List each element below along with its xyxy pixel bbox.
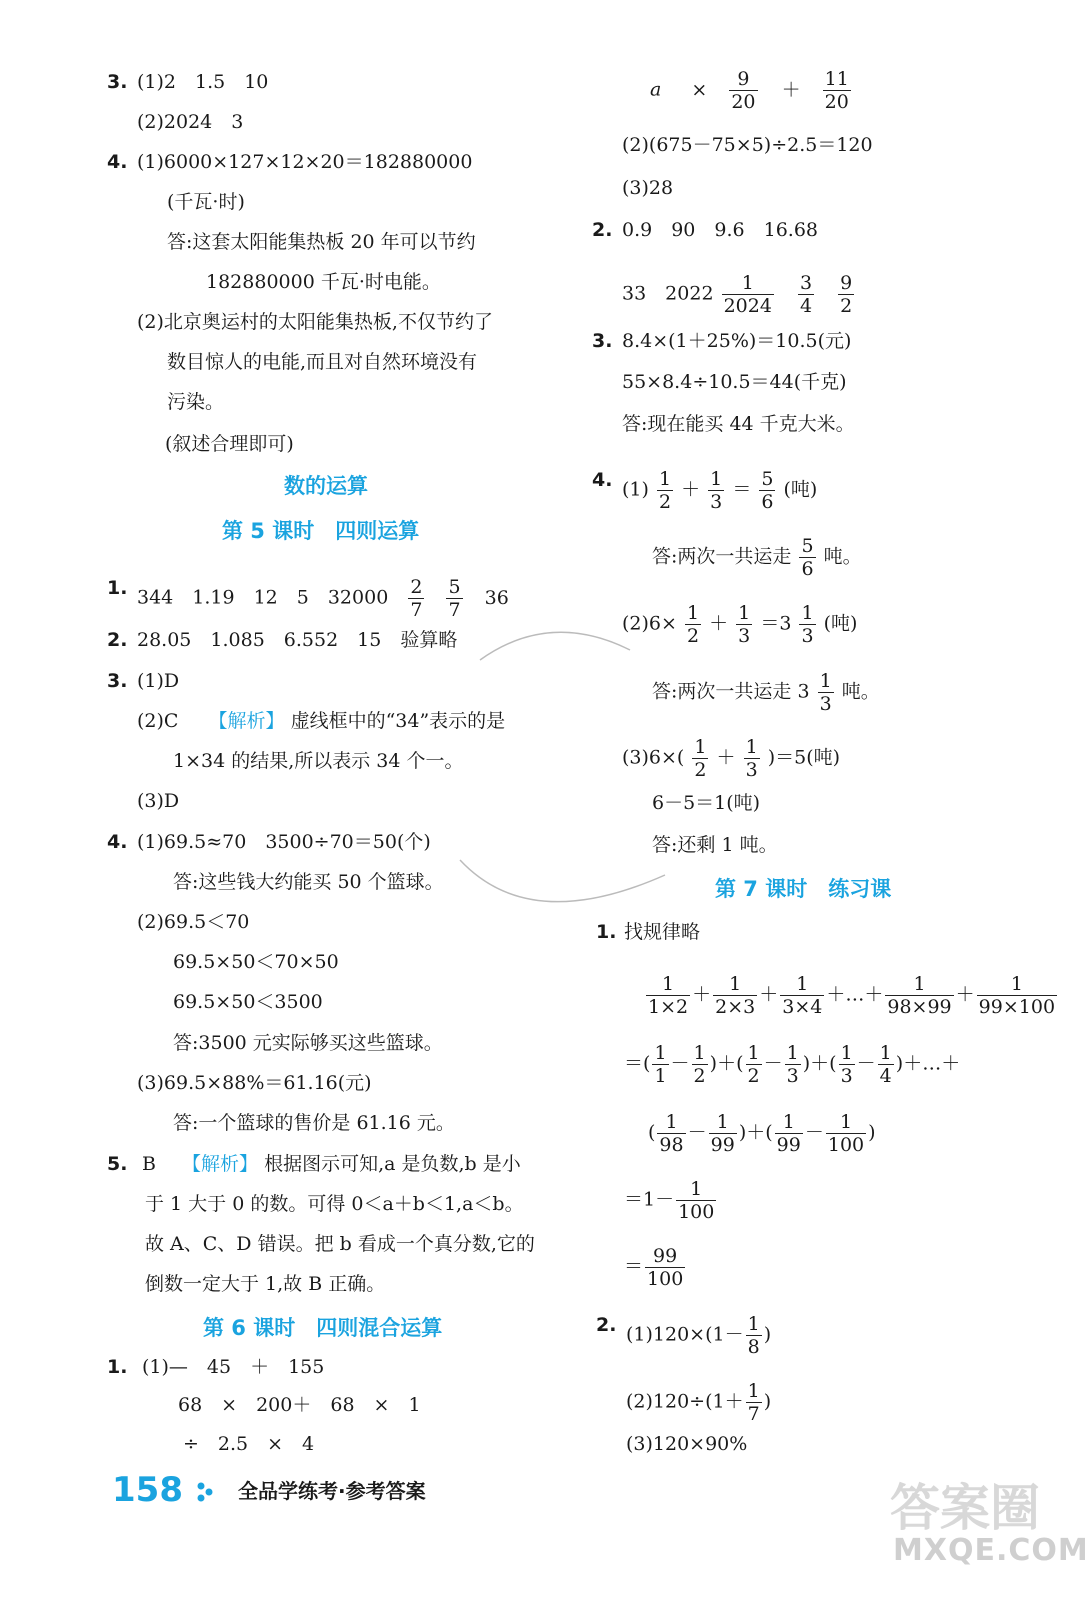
fraction: $\frac{1}{2}$ <box>694 736 707 781</box>
series-line: ( $\frac{1}{98}$ － $\frac{1}{99}$ )＋( $\frac{1}{99}$ － $\frac{1}{100}$ ) <box>648 1111 876 1156</box>
answer-line: ÷ 2.5 × 4 <box>183 1433 315 1455</box>
lesson-title: 第 6 课时 四则混合运算 <box>203 1316 443 1340</box>
fraction: $\frac{1}{2\times 3}$ <box>715 973 756 1018</box>
q-number: 2. <box>596 1314 617 1336</box>
answer-line: 344 1.19 12 5 32000 $\frac{2}{7}$ $\frac{5}{7}$ 36 <box>137 576 509 621</box>
answer-line: (2)69.5＜70 <box>137 911 250 933</box>
page-number: 158 <box>112 1470 183 1510</box>
fraction: $\frac{1}{2}$ <box>658 468 672 513</box>
answer-line: (2)C 【解析】 虚线框中的“34”表示的是 <box>137 710 506 732</box>
answer-line: 答:一个篮球的售价是 61.16 元。 <box>173 1112 455 1134</box>
answer-line: (3)28 <box>622 177 674 199</box>
series-line: ＝ $\frac{99}{100}$ <box>624 1245 684 1290</box>
fraction: $\frac{1}{2}$ <box>747 1042 760 1087</box>
fraction: $\frac{5}{6}$ <box>801 535 814 580</box>
answer-line: 答:这套太阳能集热板 20 年可以节约 <box>167 231 476 253</box>
fraction: $\frac{1}{3\times 4}$ <box>782 973 823 1018</box>
fraction: $\frac{5}{6}$ <box>761 468 774 513</box>
answer-line: (2)北京奥运村的太阳能集热板,不仅节约了 <box>137 311 493 333</box>
answer-line: 找规律略 <box>624 921 701 943</box>
fraction: $\frac{1}{99}$ <box>710 1111 735 1156</box>
answer-line: (3)D <box>137 790 180 812</box>
q-number: 1. <box>596 921 617 943</box>
answer-line: (2)120÷(1＋ $\frac{1}{7}$ ) <box>626 1380 772 1425</box>
answer-line: B 【解析】 根据图示可知,a 是负数,b 是小 <box>142 1153 521 1175</box>
answer-line: (1)2 1.5 10 <box>137 71 269 93</box>
q-number: 3. <box>107 71 128 93</box>
answer-line: 答:两次一共运走 3 $\frac{1}{3}$ 吨。 <box>652 670 880 715</box>
answer-line: (3)120×90% <box>626 1433 748 1455</box>
fraction: $\frac{1}{2}$ <box>693 1042 706 1087</box>
answer-line: 于 1 大于 0 的数。可得 0＜a＋b＜1,a＜b。 <box>145 1193 524 1215</box>
answer-line: 28.05 1.085 6.552 15 验算略 <box>137 629 458 651</box>
fraction: $\frac{3}{4}$ <box>799 272 813 317</box>
answer-line: 答:这些钱大约能买 50 个篮球。 <box>173 871 444 893</box>
fraction: $\frac{11}{20}$ <box>824 68 849 113</box>
q-number: 5. <box>107 1153 128 1175</box>
q-number: 2. <box>592 219 613 241</box>
answer-line: 68 × 200＋ 68 × 1 <box>178 1394 421 1416</box>
answer-line: (叙述合理即可) <box>165 433 294 455</box>
answer-line: (2)2024 3 <box>137 111 244 133</box>
answer-line: 污染。 <box>167 391 225 413</box>
fraction: $\frac{1}{98}$ <box>659 1111 684 1156</box>
answer-line: 33 2022 $\frac{1}{2024}$ $\frac{3}{4}$ $\frac{9}{2}$ <box>622 272 853 317</box>
answer-line: 数目惊人的电能,而且对自然环境没有 <box>167 351 478 373</box>
fraction: $\frac{9}{2}$ <box>840 272 853 317</box>
answer-line: (1)69.5≈70 3500÷70＝50(个) <box>137 831 431 853</box>
chapter-title: 数的运算 <box>284 474 368 498</box>
fraction: $\frac{1}{3}$ <box>738 602 751 647</box>
book-title: 全品学练考·参考答案 <box>238 1479 426 1503</box>
answer-line: (千瓦·时) <box>167 191 245 213</box>
fraction: $\frac{1}{7}$ <box>747 1380 760 1425</box>
answer-line: (1)— 45 ＋ 155 <box>142 1356 325 1378</box>
q-number: 4. <box>107 151 128 173</box>
fraction: $\frac{99}{100}$ <box>647 1245 684 1290</box>
fraction: $\frac{1}{1\times 2}$ <box>648 973 689 1018</box>
fraction: $\frac{1}{2}$ <box>686 602 700 647</box>
q-number: 4. <box>592 469 613 491</box>
answer-line: 6－5＝1(吨) <box>652 792 761 814</box>
fraction: $\frac{1}{2024}$ <box>723 272 772 317</box>
lesson-title: 第 7 课时 练习课 <box>715 877 892 901</box>
lesson-title: 第 5 课时 四则运算 <box>222 519 420 543</box>
answer-line: 55×8.4÷10.5＝44(千克) <box>622 371 847 393</box>
q-number: 4. <box>107 831 128 853</box>
answer-line: (2)(675－75×5)÷2.5＝120 <box>622 134 873 156</box>
fraction: $\frac{1}{100}$ <box>678 1178 715 1223</box>
answer-line: 182880000 千瓦·时电能。 <box>206 271 441 293</box>
fraction: $\frac{5}{7}$ <box>448 576 461 621</box>
fraction: $\frac{1}{100}$ <box>827 1111 865 1156</box>
fraction: $\frac{1}{4}$ <box>879 1042 892 1087</box>
answer-line: (3)6×( $\frac{1}{2}$ ＋ $\frac{1}{3}$ )＝5(吨) <box>622 736 841 781</box>
answer-line: (1)6000×127×12×20＝182880000 <box>137 151 473 173</box>
answer-line: (2)6× $\frac{1}{2}$ ＋ $\frac{1}{3}$ ＝3 $\frac{1}{3}$ (吨) <box>622 602 858 647</box>
fraction: $\frac{9}{20}$ <box>731 68 756 113</box>
q-number: 2. <box>107 629 128 651</box>
answer-line: (1)120×(1－ $\frac{1}{8}$ ) <box>626 1313 772 1358</box>
series-line: ＝( $\frac{1}{1}$ － $\frac{1}{2}$ )＋( $\frac{1}{2}$ － $\frac{1}{3}$ )＋( $\frac{1}{3}$ － $\frac{1}{4}$ )＋…＋ <box>624 1042 961 1087</box>
analysis-tag: 【解析】 <box>208 710 285 732</box>
answer-line: 倒数一定大于 1,故 B 正确。 <box>145 1273 386 1295</box>
answer-line: (1) $\frac{1}{2}$ ＋ $\frac{1}{3}$ ＝ $\frac{5}{6}$ (吨) <box>622 468 818 513</box>
fraction: $\frac{2}{7}$ <box>410 576 423 621</box>
answer-line: a × $\frac{9}{20}$ ＋ $\frac{11}{20}$ <box>650 68 849 113</box>
fraction: $\frac{1}{3}$ <box>840 1042 853 1087</box>
fraction: $\frac{1}{8}$ <box>747 1313 760 1358</box>
q-number: 1. <box>107 1356 128 1378</box>
answer-line: 答:现在能买 44 千克大米。 <box>622 413 855 435</box>
answer-line: 69.5×50＜3500 <box>173 991 323 1013</box>
fraction: $\frac{1}{98\times 99}$ <box>887 973 952 1018</box>
fraction: $\frac{1}{3}$ <box>745 736 758 781</box>
answer-line: 故 A、C、D 错误。把 b 看成一个真分数,它的 <box>145 1233 535 1255</box>
answer-line: 答:3500 元实际够买这些篮球。 <box>173 1032 443 1054</box>
fraction: $\frac{1}{99\times 100}$ <box>978 973 1056 1018</box>
fraction: $\frac{1}{1}$ <box>654 1042 667 1087</box>
arrow-dots-icon <box>196 1480 220 1504</box>
watermark-url: MXQE.COM <box>893 1533 1089 1568</box>
answer-line: 答:两次一共运走 $\frac{5}{6}$ 吨。 <box>652 535 862 580</box>
answer-line: 0.9 90 9.6 16.68 <box>622 219 819 241</box>
series-line: ＝1－ $\frac{1}{100}$ <box>624 1178 715 1223</box>
answer-line: (1)D <box>137 670 180 692</box>
fraction: $\frac{1}{99}$ <box>776 1111 801 1156</box>
series-line: $\frac{1}{1\times 2}$ ＋ $\frac{1}{2\times 3}$ ＋ $\frac{1}{3\times 4}$ ＋…＋ $\frac{1}{98\times 99}$ ＋ $\frac{1}{99\times 100}$ <box>648 973 1056 1018</box>
answer-line: 8.4×(1＋25%)＝10.5(元) <box>622 330 852 352</box>
answer-line: (3)69.5×88%＝61.16(元) <box>137 1072 372 1094</box>
q-number: 3. <box>107 670 128 692</box>
fraction: $\frac{1}{3}$ <box>801 602 814 647</box>
analysis-tag: 【解析】 <box>182 1153 259 1175</box>
fraction: $\frac{1}{3}$ <box>786 1042 799 1087</box>
answer-line: 69.5×50＜70×50 <box>173 951 339 973</box>
answer-line: 答:还剩 1 吨。 <box>652 834 778 856</box>
q-number: 3. <box>592 330 613 352</box>
watermark-logo: 答案圈 <box>890 1479 1040 1537</box>
answer-line: 1×34 的结果,所以表示 34 个一。 <box>173 750 464 772</box>
q-number: 1. <box>107 577 128 599</box>
fraction: $\frac{1}{3}$ <box>710 468 723 513</box>
fraction: $\frac{1}{3}$ <box>819 670 832 715</box>
